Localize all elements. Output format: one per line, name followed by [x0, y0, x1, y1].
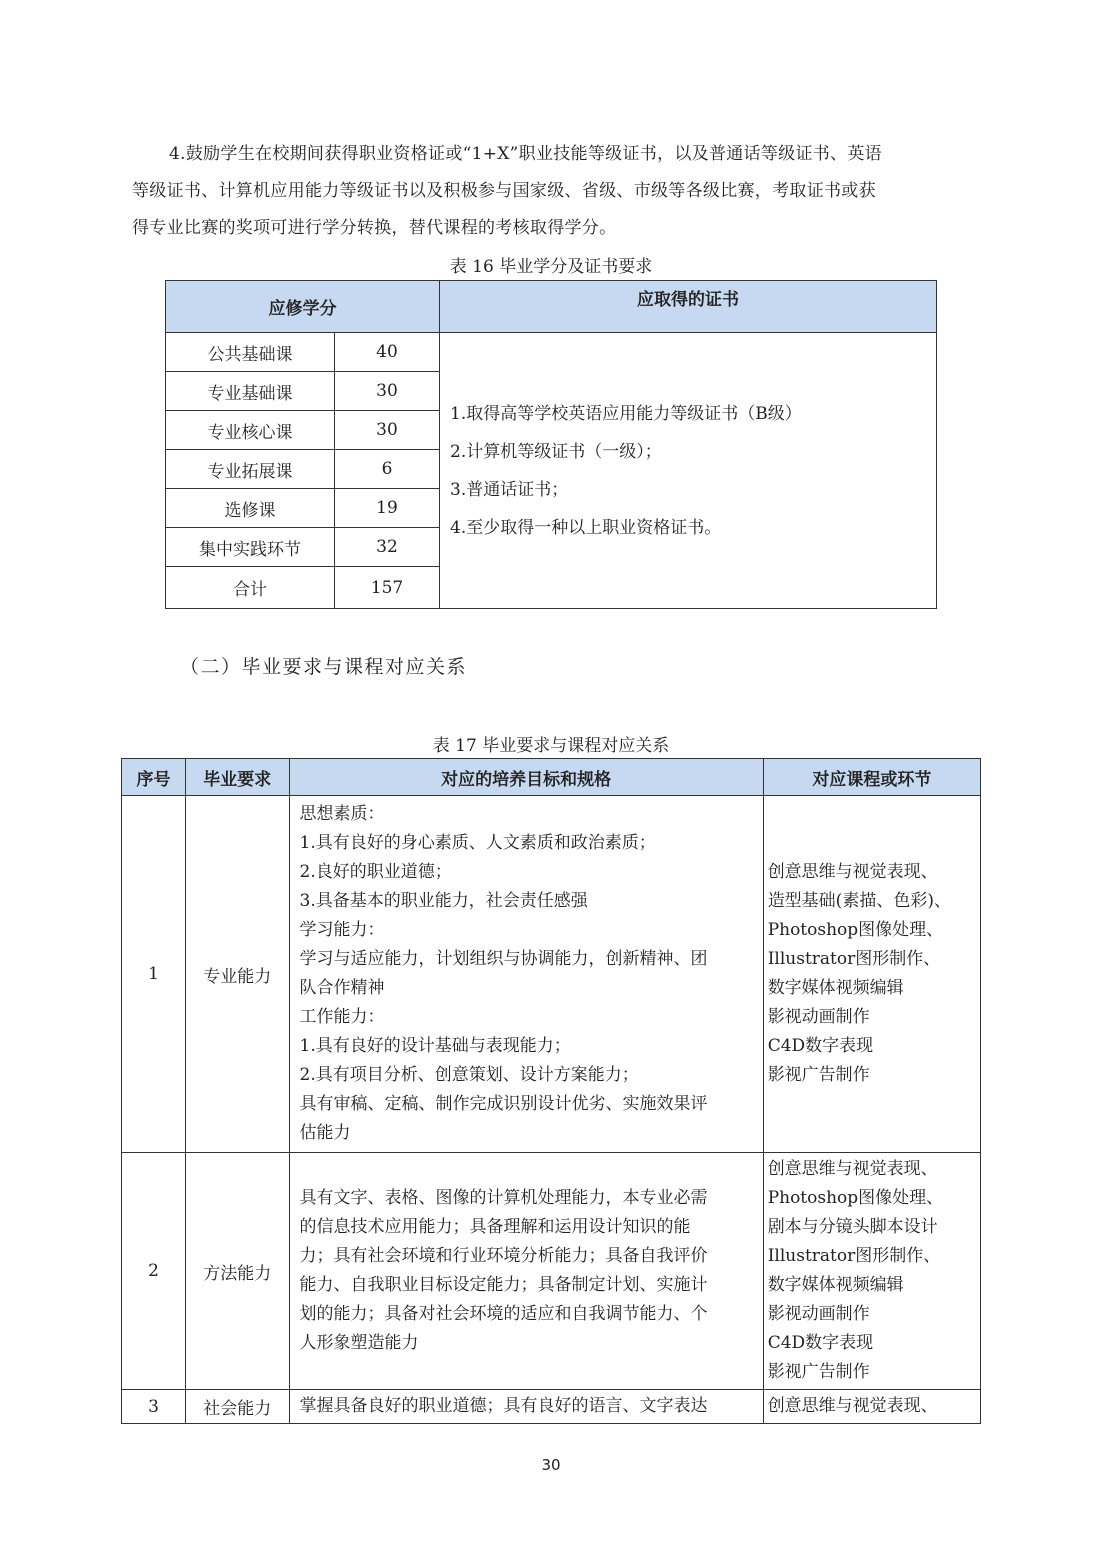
row-requirement: 专业能力 [185, 796, 289, 1153]
credit-category: 公共基础课 [166, 333, 335, 372]
page-number: 30 [541, 1456, 561, 1474]
table17-caption: 表 17 毕业要求与课程对应关系 [432, 736, 670, 756]
table16-caption: 表 16 毕业学分及证书要求 [449, 257, 653, 277]
row-goals [289, 1390, 763, 1424]
header-certificates: 应取得的证书 [440, 281, 937, 333]
goal-line: 具有审稿、定稿、制作完成识别设计优劣、实施效果评 [299, 1094, 708, 1114]
credit-category: 专业拓展课 [166, 450, 335, 489]
row-requirement: 方法能力 [185, 1153, 289, 1390]
row-goals [289, 796, 763, 1153]
credit-value: 30 [335, 411, 440, 450]
goal-line: 力；具有社会环境和行业环境分析能力；具备自我评价 [299, 1246, 708, 1266]
row-requirement: 社会能力 [185, 1390, 289, 1424]
goal-line: 估能力 [299, 1123, 351, 1143]
row-courses [763, 796, 980, 1153]
course-line: 数字媒体视频编辑 [767, 978, 904, 998]
credit-category: 集中实践环节 [166, 528, 335, 567]
table-row [122, 1390, 981, 1424]
course-line: 影视动画制作 [767, 1304, 870, 1324]
goal-line: 队合作精神 [299, 978, 385, 998]
course-line: C4D数字表现 [767, 1036, 874, 1056]
goal-line: 1.具有良好的设计基础与表现能力； [299, 1036, 571, 1056]
course-line: Illustrator图形制作、 [767, 949, 941, 969]
course-line: 造型基础(素描、色彩)、 [767, 891, 951, 911]
credit-category: 专业基础课 [166, 372, 335, 411]
table-row [122, 1153, 981, 1390]
credit-category: 选修课 [166, 489, 335, 528]
header-courses: 对应课程或环节 [763, 759, 980, 796]
course-line: Photoshop图像处理、 [767, 920, 944, 940]
certificate-item: 1.取得高等学校英语应用能力等级证书（B级） [450, 403, 802, 424]
goal-line: 2.良好的职业道德； [299, 862, 452, 882]
row-goals [289, 1153, 763, 1390]
credit-value: 40 [335, 333, 440, 372]
goal-line: 划的能力；具备对社会环境的适应和自我调节能力、个 [299, 1304, 708, 1324]
credit-value: 157 [335, 567, 440, 609]
row-number: 2 [122, 1153, 186, 1390]
credit-value: 30 [335, 372, 440, 411]
goal-line: 学习能力： [299, 920, 385, 940]
goal-line: 2.具有项目分析、创意策划、设计方案能力； [299, 1065, 639, 1085]
goal-line: 3.具备基本的职业能力，社会责任感强 [299, 891, 588, 911]
intro-line: 等级证书、计算机应用能力等级证书以及积极参与国家级、省级、市级等各级比赛，考取证书或获 [132, 181, 876, 201]
header-credits: 应修学分 [166, 281, 440, 333]
row-courses [763, 1153, 980, 1390]
course-line: Illustrator图形制作、 [767, 1246, 941, 1266]
goal-line: 能力、自我职业目标设定能力；具备制定计划、实施计 [299, 1275, 708, 1295]
course-line: 创意思维与视觉表现、 [767, 1159, 938, 1179]
course-line: 影视动画制作 [767, 1007, 870, 1027]
intro-paragraph [132, 136, 972, 247]
table-row [166, 333, 937, 372]
course-line: Photoshop图像处理、 [767, 1188, 944, 1208]
row-number: 1 [122, 796, 186, 1153]
goal-line: 思想素质： [299, 804, 385, 824]
intro-line: 得专业比赛的奖项可进行学分转换，替代课程的考核取得学分。 [132, 218, 617, 238]
certificate-item: 3.普通话证书； [450, 479, 569, 500]
row-courses [763, 1390, 980, 1424]
course-line: 剧本与分镜头脚本设计 [767, 1217, 938, 1237]
table-row [122, 796, 981, 1153]
credits-certificates-table [165, 280, 937, 609]
credit-category: 专业核心课 [166, 411, 335, 450]
course-line: 影视广告制作 [767, 1362, 870, 1382]
header-goals: 对应的培养目标和规格 [289, 759, 763, 796]
requirements-courses-table [121, 758, 981, 1424]
course-line: 创意思维与视觉表现、 [767, 862, 938, 882]
certificate-item: 4.至少取得一种以上职业资格证书。 [450, 517, 722, 538]
credit-value: 19 [335, 489, 440, 528]
goal-line: 工作能力： [299, 1007, 385, 1027]
header-requirement: 毕业要求 [185, 759, 289, 796]
goal-line: 1.具有良好的身心素质、人文素质和政治素质； [299, 833, 656, 853]
course-line: C4D数字表现 [767, 1333, 874, 1353]
goal-line: 的信息技术应用能力；具备理解和运用设计知识的能 [299, 1217, 691, 1237]
course-line: 影视广告制作 [767, 1065, 870, 1085]
certificate-list [440, 333, 937, 609]
section-heading: （二）毕业要求与课程对应关系 [180, 656, 468, 678]
credit-value: 6 [335, 450, 440, 489]
course-line: 数字媒体视频编辑 [767, 1275, 904, 1295]
course-line: 创意思维与视觉表现、 [767, 1396, 938, 1416]
header-number: 序号 [122, 759, 186, 796]
goal-line: 具有文字、表格、图像的计算机处理能力，本专业必需 [299, 1188, 708, 1208]
credit-value: 32 [335, 528, 440, 567]
goal-line: 掌握具备良好的职业道德；具有良好的语言、文字表达 [299, 1396, 708, 1416]
certificate-item: 2.计算机等级证书（一级）； [450, 441, 662, 462]
goal-line: 人形象塑造能力 [299, 1333, 419, 1353]
row-number: 3 [122, 1390, 186, 1424]
intro-line: 4.鼓励学生在校期间获得职业资格证或“1+X”职业技能等级证书，以及普通话等级证书、英语 [169, 144, 882, 164]
goal-line: 学习与适应能力，计划组织与协调能力，创新精神、团 [299, 949, 708, 969]
credit-category: 合计 [166, 567, 335, 609]
